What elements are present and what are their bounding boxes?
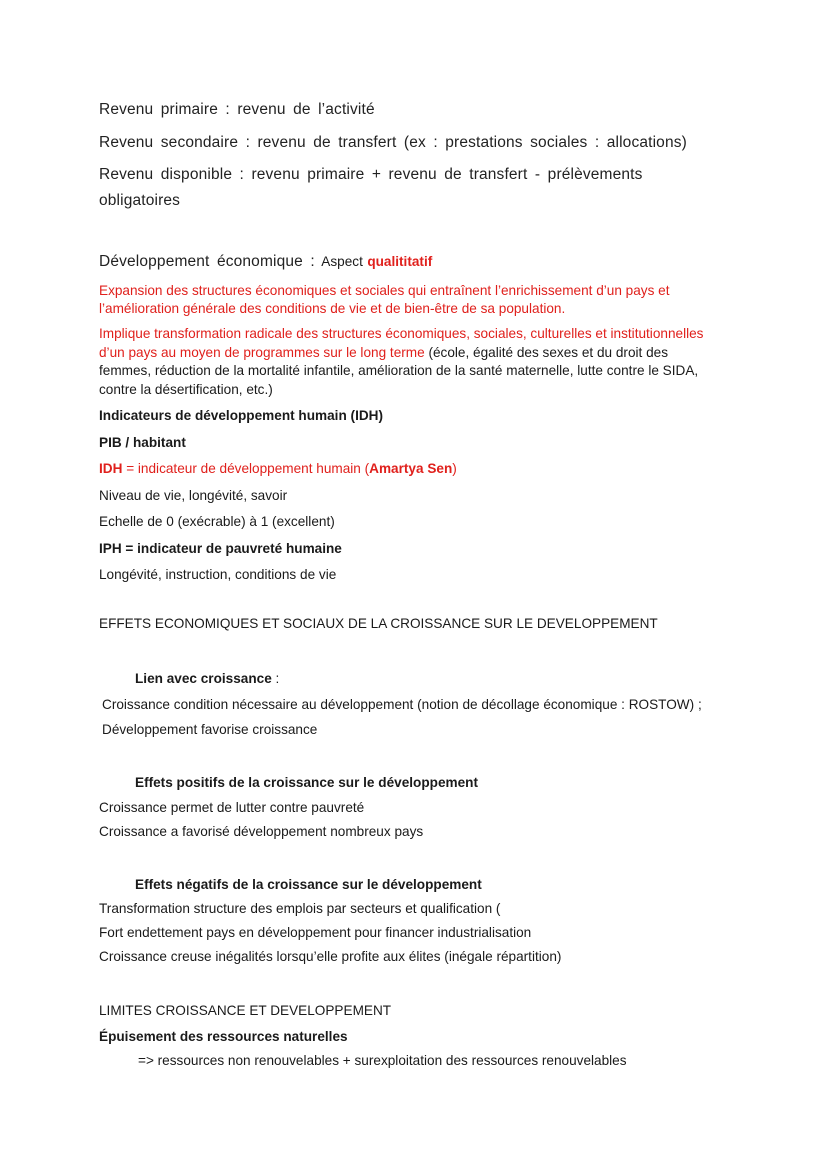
implique-line-2-black: (école, égalité des sexes et du droit des	[424, 345, 668, 360]
negatifs-heading: Effets négatifs de la croissance sur le développement	[135, 877, 482, 892]
iph-definition: IPH = indicateur de pauvreté humaine	[99, 541, 342, 556]
expansion-line-1: Expansion des structures économiques et sociales qui entraînent l’enrichissement d’un pays et	[99, 283, 670, 298]
echelle: Echelle de 0 (exécrable) à 1 (excellent)	[99, 514, 335, 529]
longevite-line: Longévité, instruction, conditions de vie	[99, 567, 337, 582]
implique-line-2	[99, 345, 668, 360]
lien-item: Croissance condition nécessaire au développement (notion de décollage économique : ROSTOW) ;	[102, 697, 702, 712]
revenu-secondaire-line: Revenu secondaire : revenu de transfert (ex : prestations sociales : allocations)	[99, 134, 687, 151]
negatifs-item: Fort endettement pays en développement pour financer industrialisation	[99, 925, 532, 940]
lien-item: Développement favorise croissance	[102, 722, 318, 737]
idh-abbr: IDH	[99, 461, 123, 476]
lien-heading-line	[135, 671, 279, 686]
implique-line-4: contre la désertification, etc.)	[99, 382, 273, 397]
effets-section-title: EFFETS ECONOMIQUES ET SOCIAUX DE LA CROISSANCE SUR LE DEVELOPPEMENT	[99, 616, 658, 631]
aspect-label: Aspect	[321, 254, 363, 269]
epuisement-item: => ressources non renouvelables + surexploitation des ressources renouvelables	[138, 1053, 627, 1068]
implique-line-2-red: d’un pays au moyen de programmes sur le long terme	[99, 345, 425, 360]
idh-author: Amartya Sen	[369, 461, 453, 476]
negatifs-item: Transformation structure des emplois par secteurs et qualification (	[99, 901, 501, 916]
epuisement-heading: Épuisement des ressources naturelles	[99, 1029, 348, 1044]
idh-close-paren: )	[452, 461, 457, 476]
aspect-value: qualititatif	[367, 254, 433, 269]
lien-heading: Lien avec croissance	[135, 671, 272, 686]
lien-heading-colon: :	[271, 671, 280, 686]
expansion-line-2: l’amélioration générale des conditions de vie et de bien-être de sa population.	[99, 301, 566, 316]
revenu-primaire-line: Revenu primaire : revenu de l’activité	[99, 101, 375, 118]
positifs-item: Croissance a favorisé développement nombreux pays	[99, 824, 424, 839]
indicateurs-heading: Indicateurs de développement humain (IDH)	[99, 408, 384, 423]
revenu-disponible-continuation: obligatoires	[99, 192, 181, 209]
negatifs-item: Croissance creuse inégalités lorsqu’elle profite aux élites (inégale répartition)	[99, 949, 562, 964]
implique-line-1: Implique transformation radicale des structures économiques, sociales, culturelles et institutionnelles	[99, 326, 704, 341]
positifs-heading: Effets positifs de la croissance sur le développement	[135, 775, 478, 790]
idh-definition-line	[99, 461, 457, 476]
revenu-disponible-line: Revenu disponible : revenu primaire + revenu de transfert - prélèvements	[99, 166, 643, 183]
implique-line-3: femmes, réduction de la mortalité infantile, amélioration de la santé maternelle, lutte contre le SIDA,	[99, 363, 699, 378]
positifs-item: Croissance permet de lutter contre pauvreté	[99, 800, 365, 815]
developpement-heading-line	[99, 253, 432, 271]
idh-definition: = indicateur de développement humain (	[122, 461, 370, 476]
limites-section-title: LIMITES CROISSANCE ET DEVELOPPEMENT	[99, 1003, 392, 1018]
pib-habitant: PIB / habitant	[99, 435, 186, 450]
developpement-heading: Développement économique :	[99, 253, 315, 270]
niveau-de-vie: Niveau de vie, longévité, savoir	[99, 488, 288, 503]
